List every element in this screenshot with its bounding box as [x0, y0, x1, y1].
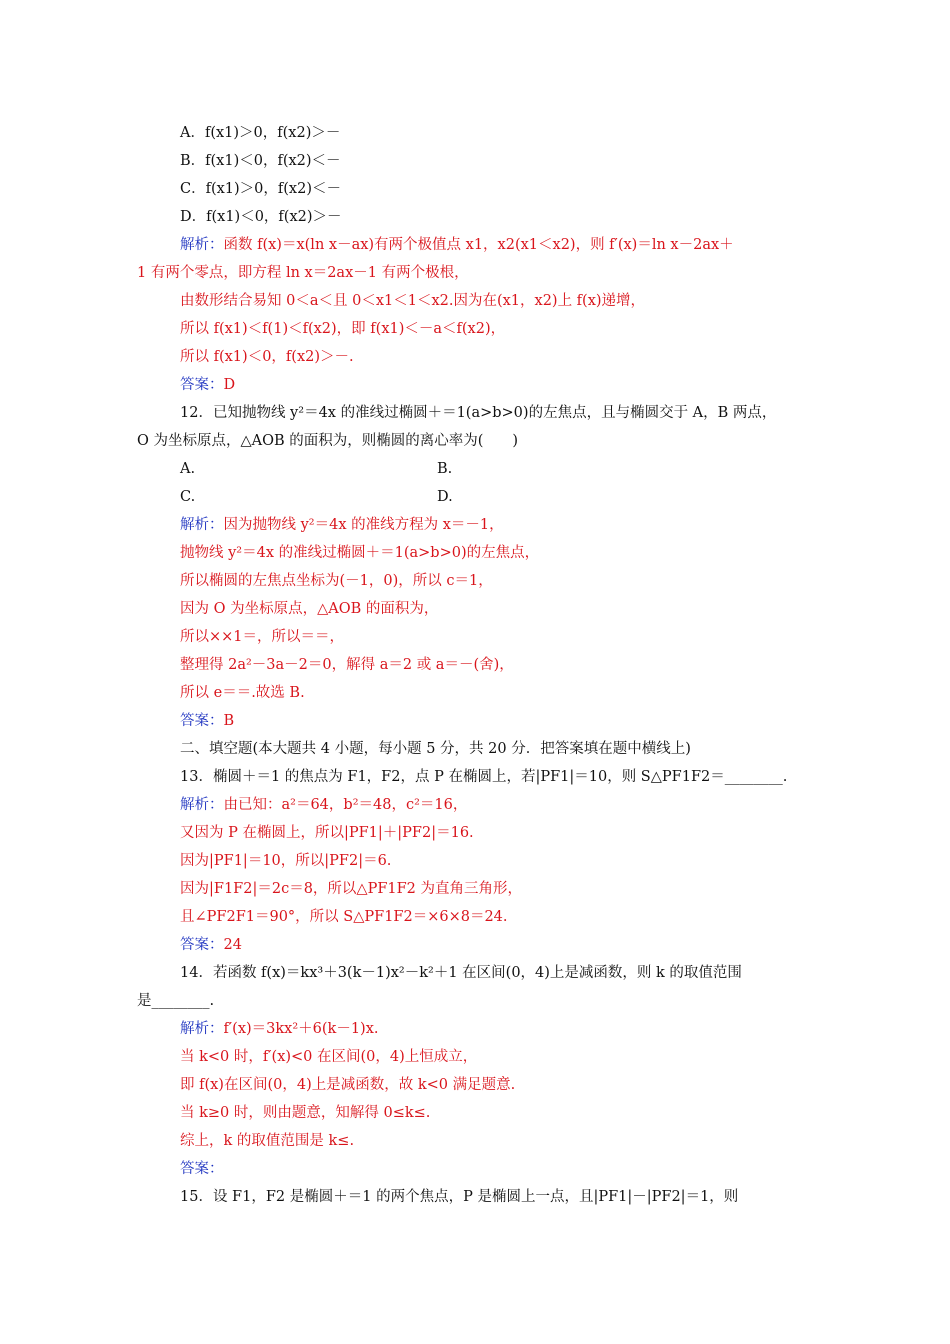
answer-value: D	[223, 377, 236, 393]
solution-12-line-3: 所以椭圆的左焦点坐标为(－1，0)，所以 c＝1，	[180, 573, 493, 589]
solution-13-line-1: 解析：由已知：a²＝64，b²＝48，c²＝16，	[180, 797, 468, 813]
solution-12-line-7: 所以 e＝＝.故选 B.	[180, 685, 305, 701]
option-11-c: C．f(x1)＞0，f(x2)＜－	[180, 181, 341, 197]
option-11-d: D．f(x1)＜0，f(x2)＞－	[180, 209, 342, 225]
question-14-line-2: 是________.	[137, 993, 215, 1009]
solution-11-line-3: 由数形结合易知 0＜a＜且 0＜x1＜1＜x2.因为在(x1，x2)上 f(x)递增，	[180, 293, 646, 309]
solution-14-line-3: 即 f(x)在区间(0，4)上是减函数，故 k<0 满足题意.	[180, 1077, 516, 1093]
solution-label: 解析：	[180, 237, 224, 253]
answer-12	[180, 711, 234, 731]
option-12-b: B.	[437, 461, 453, 477]
answer-label: 答案：	[180, 937, 224, 953]
option-12-a: A.	[180, 461, 196, 477]
solution-14-line-5: 综上，k 的取值范围是 k≤.	[180, 1133, 355, 1149]
solution-label: 解析：	[180, 1021, 224, 1037]
question-14-line-1: 14．若函数 f(x)＝kx³＋3(k－1)x²－k²＋1 在区间(0，4)上是减函数，则 k 的取值范围	[180, 965, 742, 981]
solution-11-line-5: 所以 f(x1)＜0，f(x2)＞－.	[180, 349, 354, 365]
question-13: 13．椭圆＋＝1 的焦点为 F1，F2，点 P 在椭圆上，若|PF1|＝10，则 S△PF1F2＝________.	[180, 769, 788, 785]
solution-12-line-6: 整理得 2a²－3a－2＝0，解得 a＝2 或 a＝－(舍)，	[180, 657, 514, 673]
answer-14-label: 答案：	[180, 1161, 224, 1177]
question-12-line-1: 12．已知抛物线 y²＝4x 的准线过椭圆＋＝1(a>b>0)的左焦点，且与椭圆交于 A，B 两点，	[180, 405, 777, 421]
solution-11-line-1: 解析：函数 f(x)＝x(ln x－ax)有两个极值点 x1，x2(x1＜x2)，则 f′(x)＝ln x－2ax＋	[180, 237, 734, 253]
solution-11-line-2: 1 有两个零点，即方程 ln x＝2ax－1 有两个极根，	[137, 265, 469, 281]
solution-13-line-4: 因为|F1F2|＝2c＝8，所以△PF1F2 为直角三角形，	[180, 881, 523, 897]
solution-14-line-1: 解析：f′(x)＝3kx²＋6(k－1)x.	[180, 1021, 379, 1037]
question-15-line-1: 15．设 F1，F2 是椭圆＋＝1 的两个焦点，P 是椭圆上一点，且|PF1|－|PF2|＝1，则	[180, 1189, 739, 1205]
solution-13-line-5: 且∠PF2F1＝90°，所以 S△PF1F2＝×6×8＝24.	[180, 909, 508, 925]
option-11-a: A．f(x1)＞0，f(x2)＞－	[180, 125, 341, 141]
solution-13-line-3: 因为|PF1|＝10，所以|PF2|＝6.	[180, 853, 392, 869]
option-12-c: C.	[180, 489, 196, 505]
solution-14-line-2: 当 k<0 时，f′(x)<0 在区间(0，4)上恒成立，	[180, 1049, 478, 1065]
solution-14-line-4: 当 k≥0 时，则由题意，知解得 0≤k≤.	[180, 1105, 431, 1121]
solution-12-line-5: 所以××1＝，所以＝＝，	[180, 629, 345, 645]
answer-11	[180, 375, 235, 395]
solution-11-line-4: 所以 f(x1)＜f(1)＜f(x2)，即 f(x1)＜－a＜f(x2)，	[180, 321, 506, 337]
answer-13	[180, 935, 242, 955]
answer-label: 答案：	[180, 377, 224, 393]
solution-12-line-2: 抛物线 y²＝4x 的准线过椭圆＋＝1(a>b>0)的左焦点，	[180, 545, 540, 561]
section-heading-fill-in: 二、填空题(本大题共 4 小题，每小题 5 分，共 20 分．把答案填在题中横线上)	[180, 741, 691, 757]
answer-value: B	[223, 713, 235, 729]
option-11-b: B．f(x1)＜0，f(x2)＜－	[180, 153, 341, 169]
solution-label: 解析：	[180, 797, 224, 813]
option-12-d: D.	[437, 489, 453, 505]
solution-12-line-1: 解析：因为抛物线 y²＝4x 的准线方程为 x＝－1，	[180, 517, 504, 533]
question-12-line-2: O 为坐标原点，△AOB 的面积为，则椭圆的离心率为( )	[137, 433, 519, 449]
answer-label: 答案：	[180, 713, 224, 729]
answer-value: 24	[223, 937, 242, 953]
solution-12-line-4: 因为 O 为坐标原点，△AOB 的面积为，	[180, 601, 439, 617]
solution-label: 解析：	[180, 517, 224, 533]
solution-13-line-2: 又因为 P 在椭圆上，所以|PF1|＋|PF2|＝16.	[180, 825, 474, 841]
